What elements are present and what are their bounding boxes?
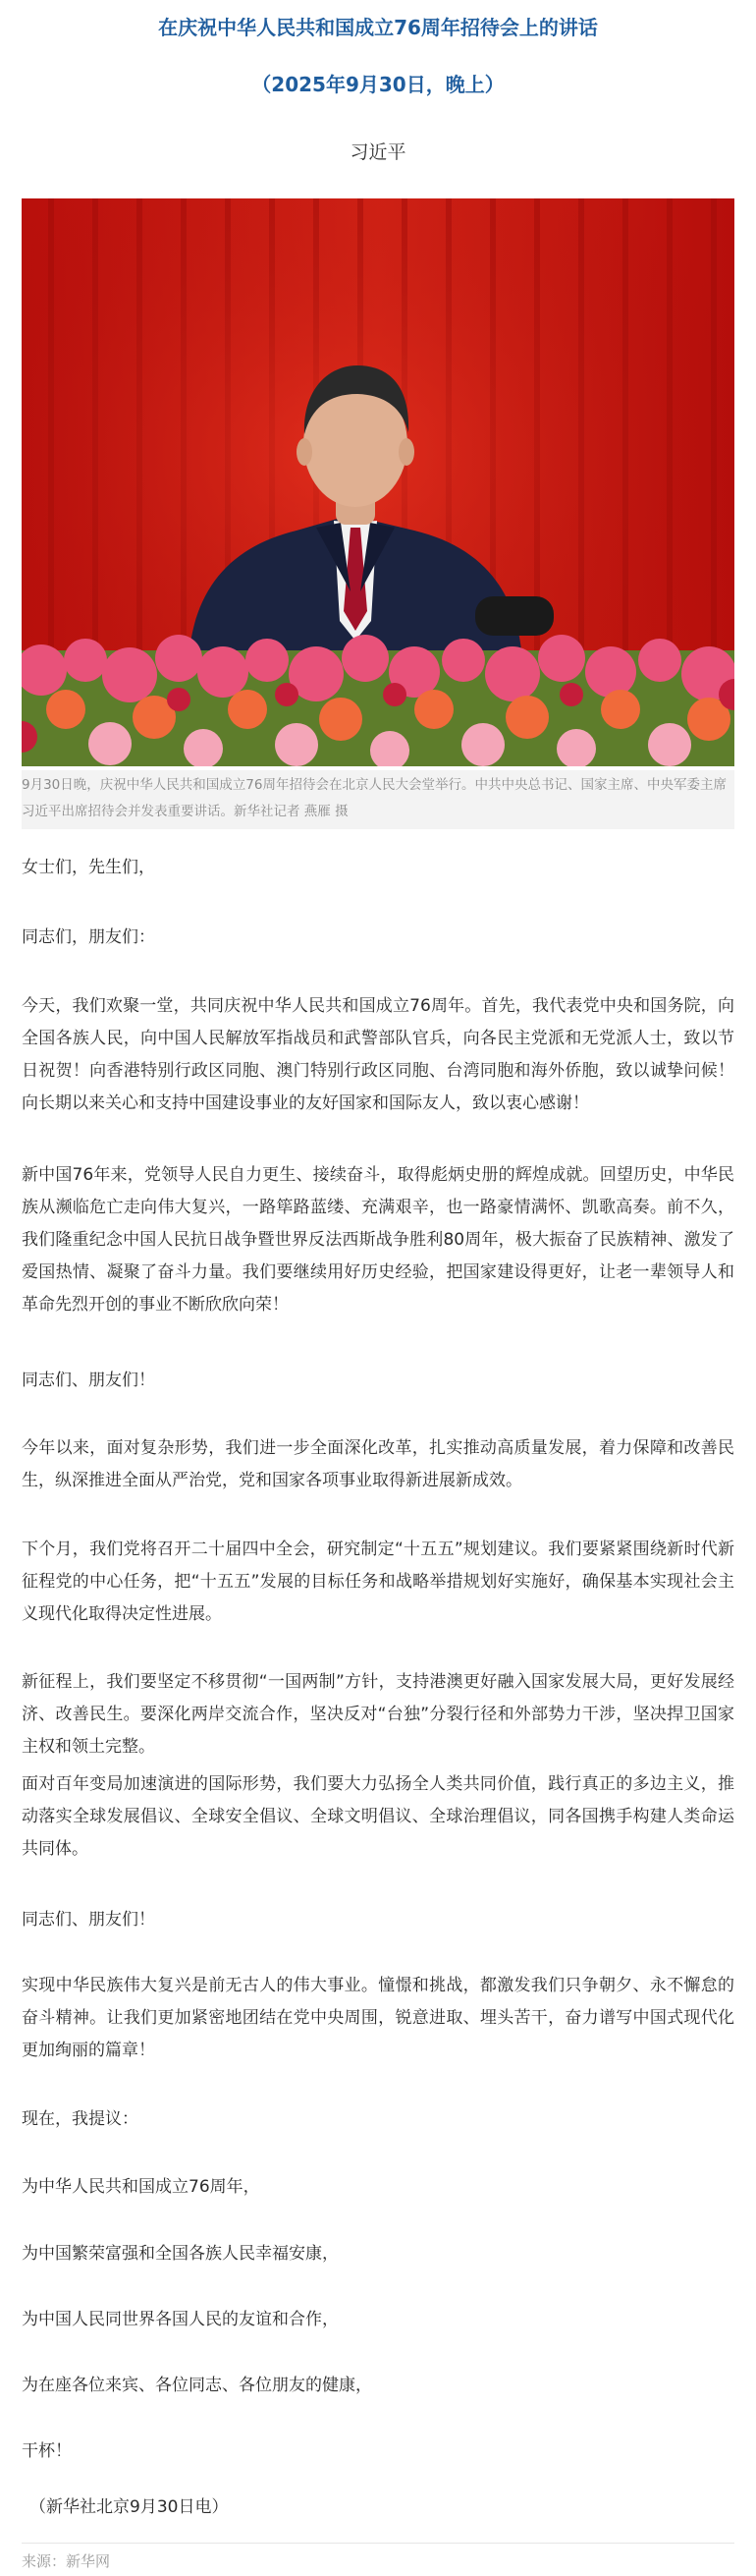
paragraph: 今天，我们欢聚一堂，共同庆祝中华人民共和国成立76周年。首先，我代表党中央和国务院，向全国各族人民，向中国人民解放军指战员和武警部队官兵，向各民主党派和无党派人士，致以节日祝贺！向香港特别行政区同胞、澳门特别行政区同胞、台湾同胞和海外侨胞，致以诚挚问候！向长期以来关心和支持中国建设事业的友好国家和国际友人，致以衷心感谢！ [22,996,734,1113]
speech-photo [22,198,734,766]
paragraph: 为中华人民共和国成立76周年， [22,2177,260,2197]
photo-caption: 9月30日晚，庆祝中华人民共和国成立76周年招待会在北京人民大会堂举行。中共中央总书记、国家主席、中央军委主席习近平出席招待会并发表重要讲话。新华社记者 燕雁 摄 [22,770,734,829]
paragraph: 同志们，朋友们： [22,927,155,947]
paragraph: 新征程上，我们要坚定不移贯彻“一国两制”方针，支持港澳更好融入国家发展大局，更好发展经济、改善民生。要深化两岸交流合作，坚决反对“台独”分裂行径和外部势力干涉，坚决捍卫国家主权和领土完整。 [22,1672,734,1757]
paragraph: 干杯！ [22,2441,72,2461]
speech-photo-illustration [22,198,734,766]
paragraph: 为中国繁荣富强和全国各族人民幸福安康， [22,2244,339,2264]
footer-divider [22,2543,734,2544]
author-name: 习近平 [350,141,406,163]
page-title: 在庆祝中华人民共和国成立76周年招待会上的讲话 [158,16,598,39]
paragraph: 面对百年变局加速演进的国际形势，我们要大力弘扬全人类共同价值，践行真正的多边主义，推动落实全球发展倡议、全球安全倡议、全球文明倡议、全球治理倡议，同各国携手构建人类命运共同体。 [22,1774,734,1859]
paragraph: 下个月，我们党将召开二十届四中全会，研究制定“十五五”规划建议。我们要紧紧围绕新时代新征程党的中心任务，把“十五五”发展的目标任务和战略举措规划好实施好，确保基本实现社会主义现代化取得决定性进展。 [22,1540,734,1624]
paragraph: 同志们、朋友们！ [22,1371,155,1390]
source-label: 来源：新华网 [22,2552,111,2570]
paragraph: 为中国人民同世界各国人民的友谊和合作， [22,2310,339,2329]
paragraph: 为在座各位来宾、各位同志、各位朋友的健康， [22,2376,372,2395]
paragraph: 现在，我提议： [22,2109,138,2129]
paragraph: 新中国76年来，党领导人民自力更生、接续奋斗，取得彪炳史册的辉煌成就。回望历史，中华民族从濒临危亡走向伟大复兴，一路筚路蓝缕、充满艰辛，也一路豪情满怀、凯歌高奏。前不久，我们隆重纪念中国人民抗日战争暨世界反法西斯战争胜利80周年，极大振奋了民族精神、激发了爱国热情、凝聚了奋斗力量。我们要继续用好历史经验，把国家建设得更好，让老一辈领导人和革命先烈开创的事业不断欣欣向荣！ [22,1165,734,1315]
paragraph: 实现中华民族伟大复兴是前无古人的伟大事业。憧憬和挑战，都激发我们只争朝夕、永不懈怠的奋斗精神。让我们更加紧密地团结在党中央周围，锐意进取、埋头苦干，奋力谱写中国式现代化更加绚丽的篇章！ [22,1976,734,2060]
paragraph: 同志们、朋友们！ [22,1910,155,1930]
dateline: （新华社北京9月30日电） [29,2497,229,2517]
page-subtitle: （2025年9月30日，晚上） [251,73,505,96]
paragraph: 女士们，先生们， [22,858,155,877]
paragraph: 今年以来，面对复杂形势，我们进一步全面深化改革，扎实推动高质量发展，着力保障和改善民生，纵深推进全面从严治党，党和国家各项事业取得新进展新成效。 [22,1438,734,1490]
